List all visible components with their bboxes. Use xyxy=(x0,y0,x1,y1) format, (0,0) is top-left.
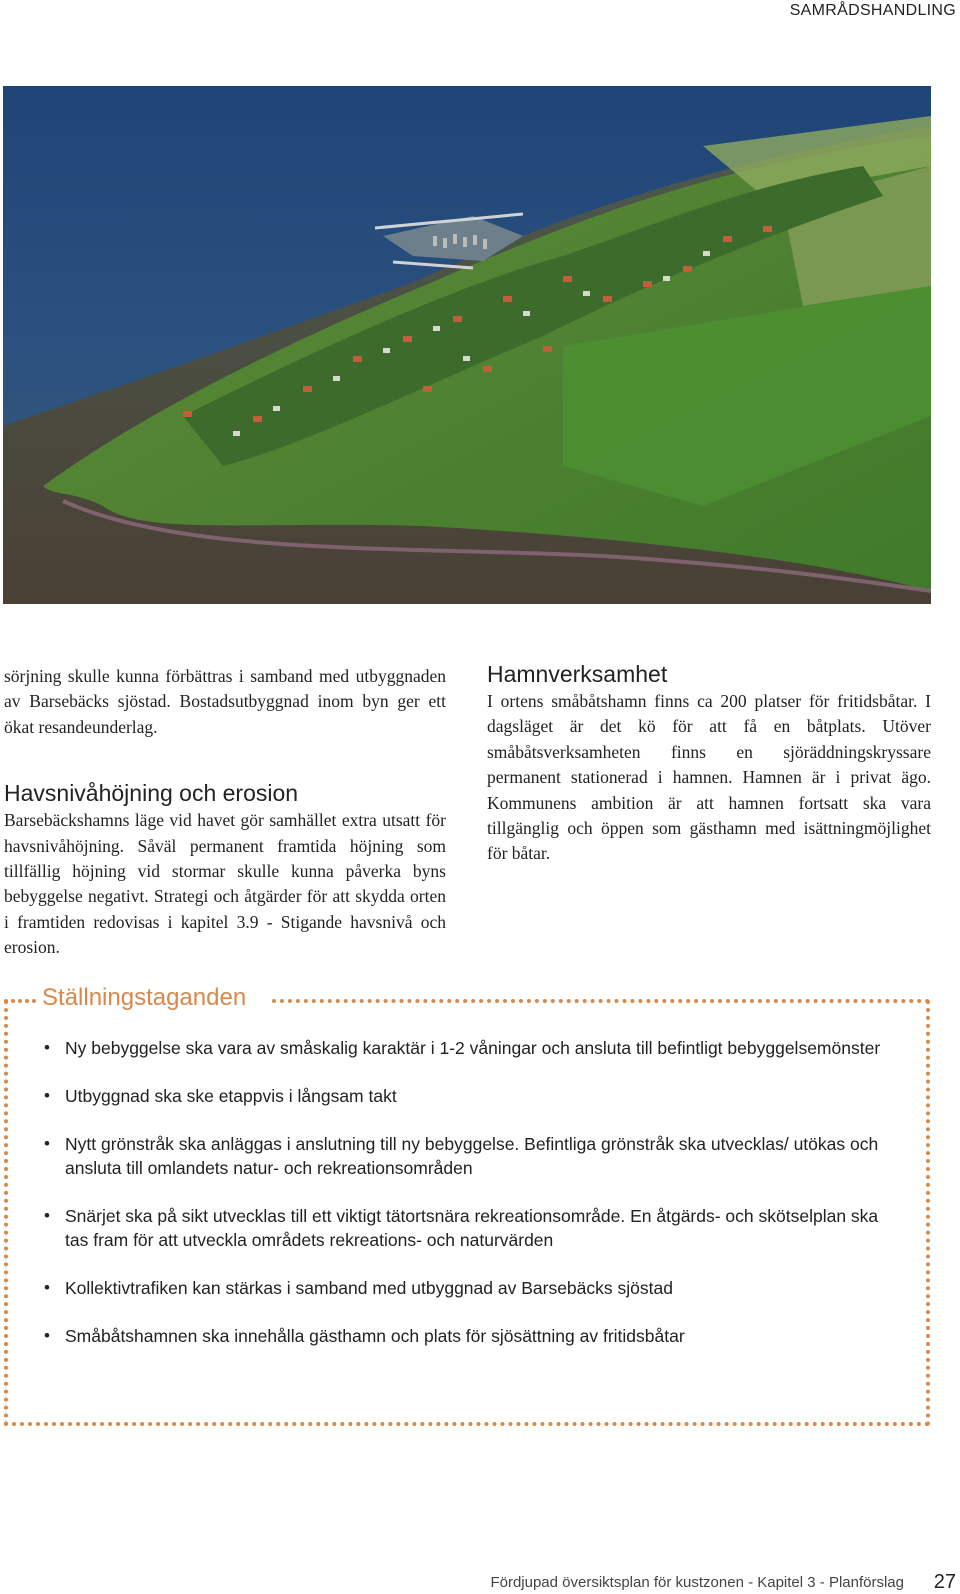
harbour-paragraph: I ortens småbåtshamn finns ca 200 platser för fritidsbåtar. I dagsläget är det kö för att få en båtplats. Utöver småbåtsverksamheten finns en sjöräddningskryssare permanent stationerad i hamnen. Hamnen är i privat ägo. Kommunens ambition är att hamnen fortsatt ska vara tillgänglig och öppen som gästhamn med isättningmöjlighet för båtar. xyxy=(487,691,931,864)
document-status-label: SAMRÅDSHANDLING xyxy=(789,2,956,19)
section-heading-harbour: Hamnverksamhet xyxy=(487,661,668,687)
list-item: • Ny bebyggelse ska vara av småskalig karaktär i 1-2 våningar och ansluta till befintligt bebyggelsemönster xyxy=(44,1036,890,1060)
page-number: 27 xyxy=(933,1571,956,1593)
footer-document-title: Fördjupad översiktsplan för kustzonen - Kapitel 3 - Planförslag xyxy=(490,1574,904,1591)
section-heading-sea-level: Havsnivåhöjning och erosion xyxy=(4,780,299,807)
sea-level-paragraph: Barsebäckshamns läge vid havet gör samhället extra utsatt för havsnivåhöjning. Såväl permanent framtida höjning som tillfällig höjning vid stormar skulle kunna påverka byns bebyggelse negativt. Strategi och åtgärder för att skydda orten i framtiden redovisas i kapitel 3.9 - Stigande havsnivå och erosion. xyxy=(4,810,446,958)
list-item: • Småbåtshamnen ska innehålla gästhamn och plats för sjösättning av fritidsbåtar xyxy=(44,1324,890,1348)
list-item: • Utbyggnad ska ske etappvis i långsam takt xyxy=(44,1084,890,1108)
stances-list xyxy=(44,1036,890,1372)
intro-paragraph: sörjning skulle kunna förbättras i samband med utbyggnaden av Barsebäcks sjöstad. Bostadsutbyggnad inom byn ger ett ökat resandeunderlag. xyxy=(4,666,446,737)
aerial-photo-barsebackshamn xyxy=(3,86,931,604)
list-item: • Snärjet ska på sikt utvecklas till ett viktigt tätortsnära rekreationsområde. En åtgärds- och skötselplan ska tas fram för att utveckla områdets rekreations- och naturvärden xyxy=(44,1204,890,1252)
list-item: • Nytt grönstråk ska anläggas i anslutning till ny bebyggelse. Befintliga grönstråk ska utvecklas/ utökas och ansluta till omlandets natur- och rekreationsområden xyxy=(44,1132,890,1180)
list-item: • Kollektivtrafiken kan stärkas i samband med utbyggnad av Barsebäcks sjöstad xyxy=(44,1276,890,1300)
left-text-column xyxy=(4,664,446,961)
stances-title: Ställningstaganden xyxy=(42,984,247,1011)
right-text-column xyxy=(487,660,931,867)
page-footer xyxy=(0,1572,956,1594)
